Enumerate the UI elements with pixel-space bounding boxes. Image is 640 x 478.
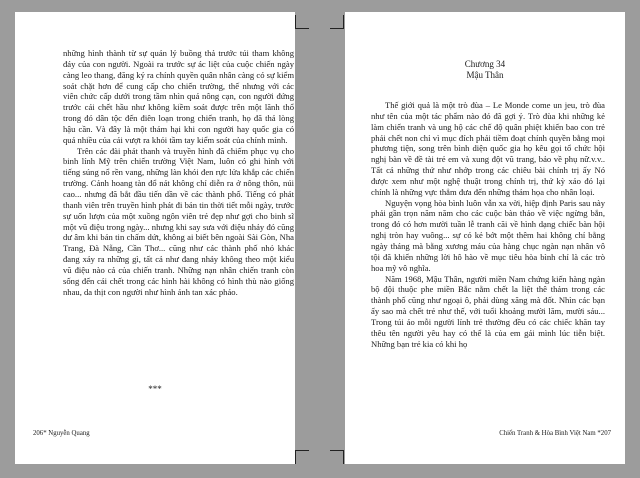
crop-mark	[343, 15, 344, 29]
section-separator: ***	[148, 384, 162, 394]
page-footer-left: 206* Nguyễn Quang	[33, 430, 90, 437]
left-page	[15, 12, 295, 464]
paragraph: Nguyện vọng hòa bình luôn vẫn xa vời, hiệp định Paris sau này phải gần trọn năm năm cho các cuộc bàn thảo về việc ngừng bắn, trong đó có hơn mười tuần lễ tranh cãi về hình dạng chiếc bàn hội nghị tròn hay vuông... sự có kẻ bớt một thêm hai không chỉ bằng ngày tháng mà bằng xương máu của hàng chục ngàn nạn nhân vô tội đã khiến những lời hô hào về mục tiêu hòa bình chỉ là các trò hoa mỹ vô nghĩa.	[371, 197, 605, 273]
page-footer-right: Chiến Tranh & Hòa Bình Việt Nam *207	[499, 430, 611, 437]
right-page	[345, 12, 625, 464]
crop-mark	[330, 28, 344, 29]
paragraph: Năm 1968, Mậu Thân, người miền Nam chứng kiến hàng ngàn bộ đội thuộc phe miền Bắc nằm chết la liệt thê thảm trong các thành phố cũng như ngoại ô, phải dùng xăng mà đốt. Nhìn các bạn ấy sao mà chết trẻ như thế, với tuổi khoảng mười lăm, mười sáu... Trong túi áo mỗi người lính trẻ thường đều có các chiếc khăn tay thêu tên người yêu hay có thể là của em gái mình lúc tiễn biệt. Những bạn trẻ kia có khi họ	[371, 273, 605, 349]
crop-mark	[343, 450, 344, 464]
crop-mark	[295, 28, 309, 29]
paragraph: Thế giới quả là một trò đùa – Le Monde come un jeu, trò đùa như tên của một tác phẩm nào đó đã gợi ý. Trò đùa khi những kẻ làm chiến tranh và ung hộ các chế độ quân phiệt khiến bao con trẻ phải chết non chỉ vì mục đích phải tiềm đoạt chính quyền bằng mọi phương tiện, song trên bình diện quốc gia họ kêu gọi tổ chức hội nghị bàn về đề tài trẻ em và xung đột vũ trang, bảo về phụ nữ.v.v.. Tất cả những thứ như nhớp trong các chiêu bài chính trị ấy Nó được xem như một nghệ thuật trong chính trị, thứ kỳ xảo đó lại chính là những vực thẳm đưa đến những thảm họa cho nhân loại.	[371, 100, 605, 197]
left-page-body	[63, 48, 294, 297]
chapter-number: Chương 34	[464, 59, 506, 69]
right-page-body	[371, 100, 605, 349]
paragraph: Trên các đài phát thanh và truyền hình đã chiếm phục vụ cho binh lính Mỹ trên chiến trường Việt Nam, luôn có ghi hình với tiếng súng nổ rền vang, những làn khói đen rực lửa khắp các chiến trường. Cảnh hoang tàn đổ nát không chỉ diễn ra ở nông thôn, núi cao... nhưng đã bắt đầu tiến dần về các thành phố. Tiếng có phát thanh viên trên truyền hình phát đi bản tin thời tiết mỗi ngày, trước sự uốn lượn của một xuồng ngôn viên trẻ đẹp như gợi cho binh sĩ một vũ điệu trong ngày... nhưng khi say sưa với điệu nhảy đó cũng dư âm khi bản tin chấm dứt, không ai biết bên ngoài Sài Gòn, Nha Trang, Đà Nẵng, Cần Thơ... cũng như các thành phố nhỏ khác đang xảy ra những gì, tất cả như đang nhảy không theo một kiểu vũ điệu nào cả của chiến tranh. Những nạn nhân chiến tranh còn sống đến cái chết trong các hình hài không có hình thù nào giống nhau, da thịt con người như hình ảnh tan xác pháo.	[63, 145, 294, 297]
paragraph: những hình thành từ sự quản lý buồng thả trước túi tham không đáy của con người. Ngoài ra trước sự ác liệt của cuộc chiến ngày càng leo thang, đăng ký ra chính quyền quân nhân càng có sự kiểm soát chặt hơn để cung cấp cho chiến trường, thế nhưng với các viên chức cấp dưới trong tầm nhìn quá nông cạn, con người đứng trước cái chết hầu như không kiềm soát được trên một lãnh thổ trong đó dân tộc đến điên loạn trong chiến tranh, họ đã thả lòng hậu cần. Và đây là một thảm hại khi con người hay quốc gia có quá nhiều của cải vượt ra khỏi tầm tay kiểm soát của chính mình.	[63, 48, 294, 145]
crop-mark	[295, 450, 309, 451]
crop-mark	[295, 15, 296, 29]
crop-mark	[330, 450, 344, 451]
crop-mark	[295, 450, 296, 464]
chapter-title: Mậu Thân	[466, 70, 504, 80]
